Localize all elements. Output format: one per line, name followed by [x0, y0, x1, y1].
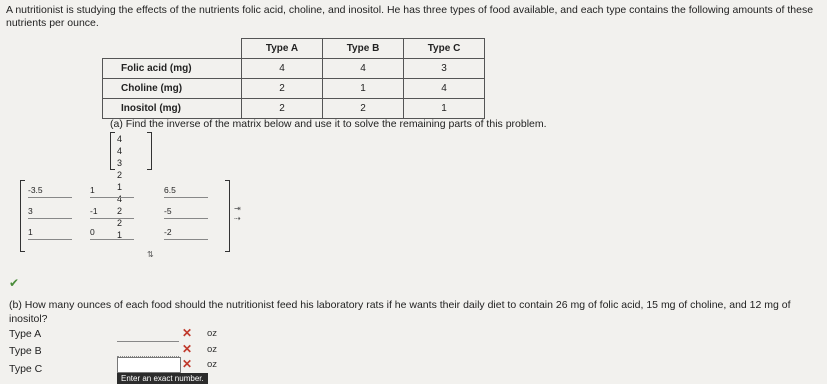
resize-matrix-icon[interactable]: ⇅: [147, 250, 154, 259]
unit-label: oz: [207, 344, 218, 355]
matrix-input-r1c3[interactable]: 6.5: [164, 185, 208, 198]
type-a-label: Type A: [9, 328, 42, 340]
col-header-c: Type C: [404, 39, 485, 59]
input-hint-tooltip: Enter an exact number.: [117, 373, 208, 384]
table-row: Choline (mg) 2 1 4: [103, 79, 485, 99]
part-b-prompt: (b) How many ounces of each food should the nutritionist feed his laboratory rats if he wants their daily diet to contain 26 mg of folic acid, 15 mg of choline, and 12 mg of inositol?: [9, 299, 791, 325]
incorrect-x-icon: ✕: [182, 326, 193, 340]
resize-rows-button[interactable]: ⇢: [234, 214, 241, 223]
correct-check-icon: ✔: [9, 276, 20, 290]
matrix-input-r3c1[interactable]: 1: [28, 227, 72, 240]
matrix-input-r1c1[interactable]: -3.5: [28, 185, 72, 198]
col-header-a: Type A: [242, 39, 323, 59]
matrix-input-r3c3[interactable]: -2: [164, 227, 208, 240]
incorrect-x-icon: ✕: [182, 357, 193, 371]
resize-columns-button[interactable]: ⇥: [234, 204, 241, 213]
matrix-input-r1c2[interactable]: 1: [90, 185, 134, 198]
type-a-input[interactable]: [117, 328, 179, 342]
col-header-b: Type B: [323, 39, 404, 59]
table-row: Folic acid (mg) 4 4 3: [103, 59, 485, 79]
matrix-input-r2c1[interactable]: 3: [28, 206, 72, 219]
type-b-label: Type B: [9, 345, 42, 357]
matrix-input-r2c2[interactable]: -1: [90, 206, 134, 219]
type-b-input[interactable]: [117, 343, 179, 357]
inverse-matrix-answer: [20, 180, 240, 260]
problem-intro: A nutritionist is studying the effects of the nutrients folic acid, choline, and inositol. He has three types of food available, and each type contains the following amounts of these nutrients per ounce.: [6, 4, 814, 29]
matrix-input-r2c3[interactable]: -5: [164, 206, 208, 219]
nutrient-table: [102, 38, 485, 119]
type-c-label: Type C: [9, 363, 43, 375]
incorrect-x-icon: ✕: [182, 342, 193, 356]
unit-label: oz: [207, 359, 218, 370]
matrix-input-r3c2[interactable]: 0: [90, 227, 134, 240]
part-a-prompt: (a) Find the inverse of the matrix below and use it to solve the remaining parts of this problem.: [110, 118, 547, 130]
type-c-input[interactable]: [117, 357, 181, 373]
table-row: Inositol (mg) 2 2 1: [103, 99, 485, 119]
unit-label: oz: [207, 328, 218, 339]
